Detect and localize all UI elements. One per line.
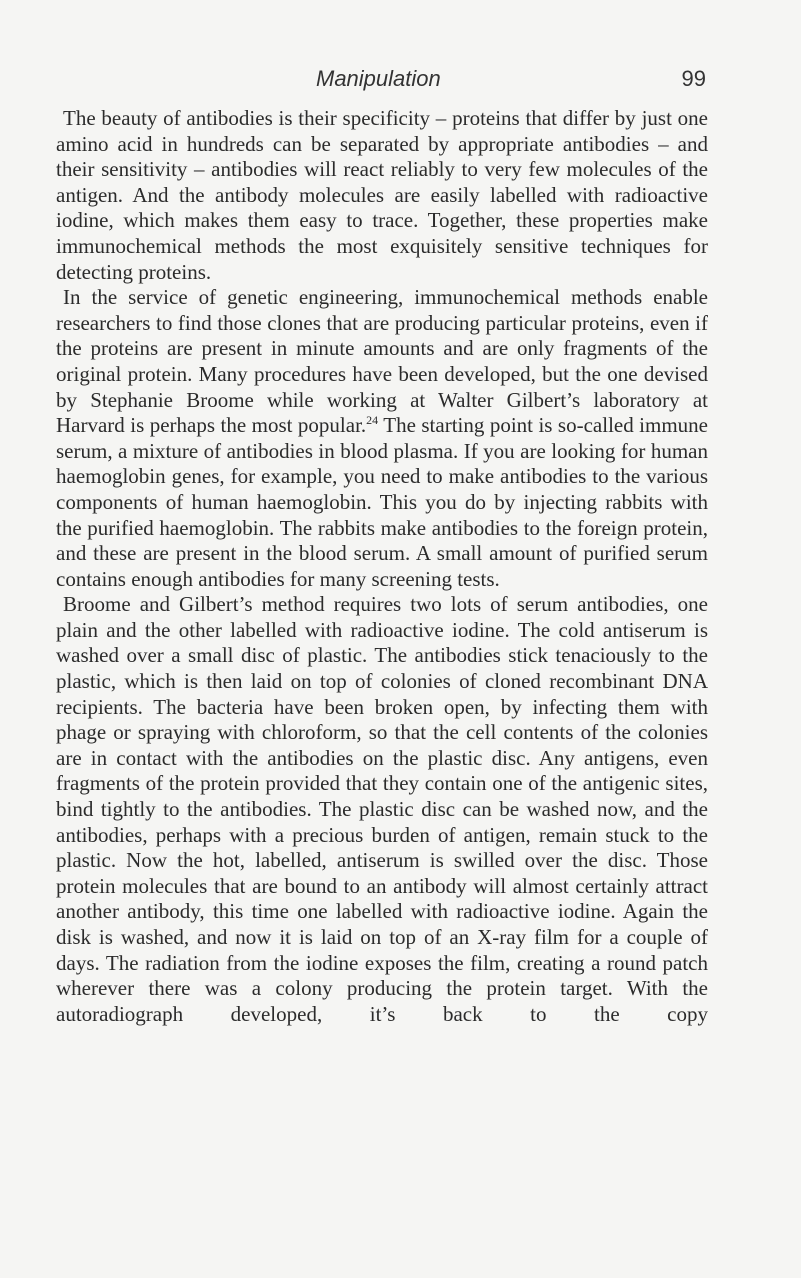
body-text — [56, 106, 708, 1027]
paragraph-antibody-specificity: The beauty of antibodies is their specificity – proteins that differ by just one amino acid in hundreds can be separated by appropriate antibodies – and their sensitivity – antibodies will react reliably to very few molecules of the antigen. And the antibody molecules are easily labelled with radioactive iodine, which makes them easy to trace. Together, these properties make immunochemical methods the most exquisitely sensitive techniques for detecting proteins. — [56, 106, 708, 284]
running-head — [66, 66, 706, 96]
running-title: Manipulation — [316, 66, 441, 91]
paragraph-text-after-reference: The starting point is so-called immune serum, a mixture of antibodies in blood plasma. If you are looking for human haemoglobin genes, for example, you need to make antibodies to the various components of human haemoglobin. This you do by injecting rabbits with the purified haemoglobin. The rabbits make antibodies to the foreign protein, and these are present in the blood serum. A small amount of purified serum contains enough antibodies for many screening tests. — [56, 413, 709, 591]
paragraph-text-before-reference: In the service of genetic engineering, immunochemical methods enable researchers to find those clones that are producing particular proteins, even if the proteins are present in minute amounts and are only fragments of the original protein. Many procedures have been developed, but the one devised by Stephanie Broome while working at Walter Gilbert’s laboratory at Harvard is perhaps the most popular. — [56, 285, 708, 438]
paragraph-broome-gilbert-method: Broome and Gilbert’s method requires two lots of serum antibodies, one plain and the other labelled with radioactive iodine. The cold antiserum is washed over a small disc of plastic. The antibodies stick tenaciously to the plastic, which is then laid on top of colonies of cloned recombinant DNA recipients. The bacteria have been broken open, by infecting them with phage or spraying with chloroform, so that the cell contents of the colonies are in contact with the antibodies on the plastic disc. Any antigens, even fragments of the protein provided that they contain one of the antigenic sites, bind tightly to the antibodies. The plastic disc can be washed now, and the antibodies, perhaps with a precious burden of antigen, remain stuck to the plastic. Now the hot, labelled, antiserum is swilled over the disc. Those protein molecules that are bound to an antibody will almost certainly attract another antibody, this time one labelled with radioactive iodine. Again the disk is washed, and now it is laid on top of an X-ray film for a couple of days. The radiation from the iodine exposes the film, creating a round patch wherever there was a colony producing the protein target. With the autoradiograph developed, it’s back to the copy — [56, 592, 708, 1026]
paragraph-immunochemical-methods — [56, 285, 708, 592]
footnote-reference: 24 — [366, 413, 379, 428]
page-number: 99 — [681, 66, 706, 91]
